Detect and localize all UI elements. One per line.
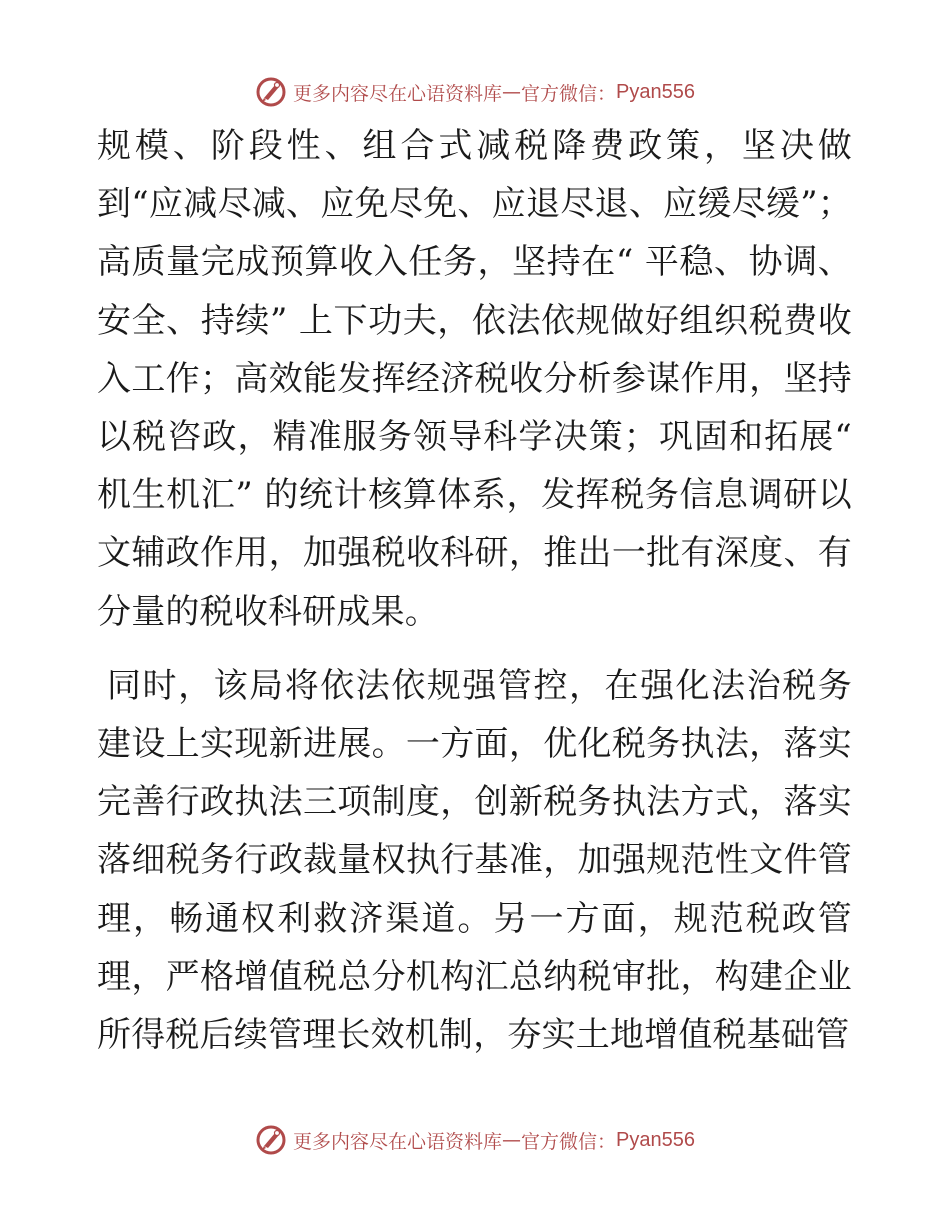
paragraph-1: 规模、阶段性、组合式减税降费政策，坚决做到“应减尽减、应免尽免、应退尽退、应缓尽缓”；高质量完成预算收入任务，坚持在“ 平稳、协调、安全、持续” 上下功夫，依法依规做好组织税费收入工作；高效能发挥经济税收分析参谋作用，坚持以税咨政，精准服务领导科学决策；巩固和拓展“ 机生机汇” 的统计核算体系，发挥税务信息调研以文辅政作用，加强税收科研，推出一批有深度、有分量的税收科研成果。 xyxy=(97,126,852,632)
banner-dash: — xyxy=(502,81,522,103)
banner-wechat-id: Pyan556 xyxy=(616,80,695,103)
banner-text: 更多内容尽在心语资料库 xyxy=(293,1130,503,1153)
quill-logo-icon xyxy=(255,1124,287,1156)
header-watermark-banner xyxy=(0,72,950,112)
document-body xyxy=(97,117,852,1064)
footer-watermark-banner xyxy=(0,1120,950,1160)
quill-logo-icon xyxy=(255,76,287,108)
banner-wechat-id: Pyan556 xyxy=(616,1128,695,1151)
banner-wechat-label: 官方微信： xyxy=(521,82,617,105)
banner-wechat-label: 官方微信： xyxy=(521,1130,617,1153)
banner-text: 更多内容尽在心语资料库 xyxy=(293,82,503,105)
banner-dash: — xyxy=(502,1129,522,1151)
paragraph-2: 同时，该局将依法依规强管控，在强化法治税务建设上实现新进展。一方面，优化税务执法，落实完善行政执法三项制度，创新税务执法方式，落实落细税务行政裁量权执行基准，加强规范性文件管理，畅通权利救济渠道。另一方面，规范税政管理，严格增值税总分机构汇总纳税审批，构建企业所得税后续管理长效机制，夯实土地增值税基础管 xyxy=(97,665,852,1056)
